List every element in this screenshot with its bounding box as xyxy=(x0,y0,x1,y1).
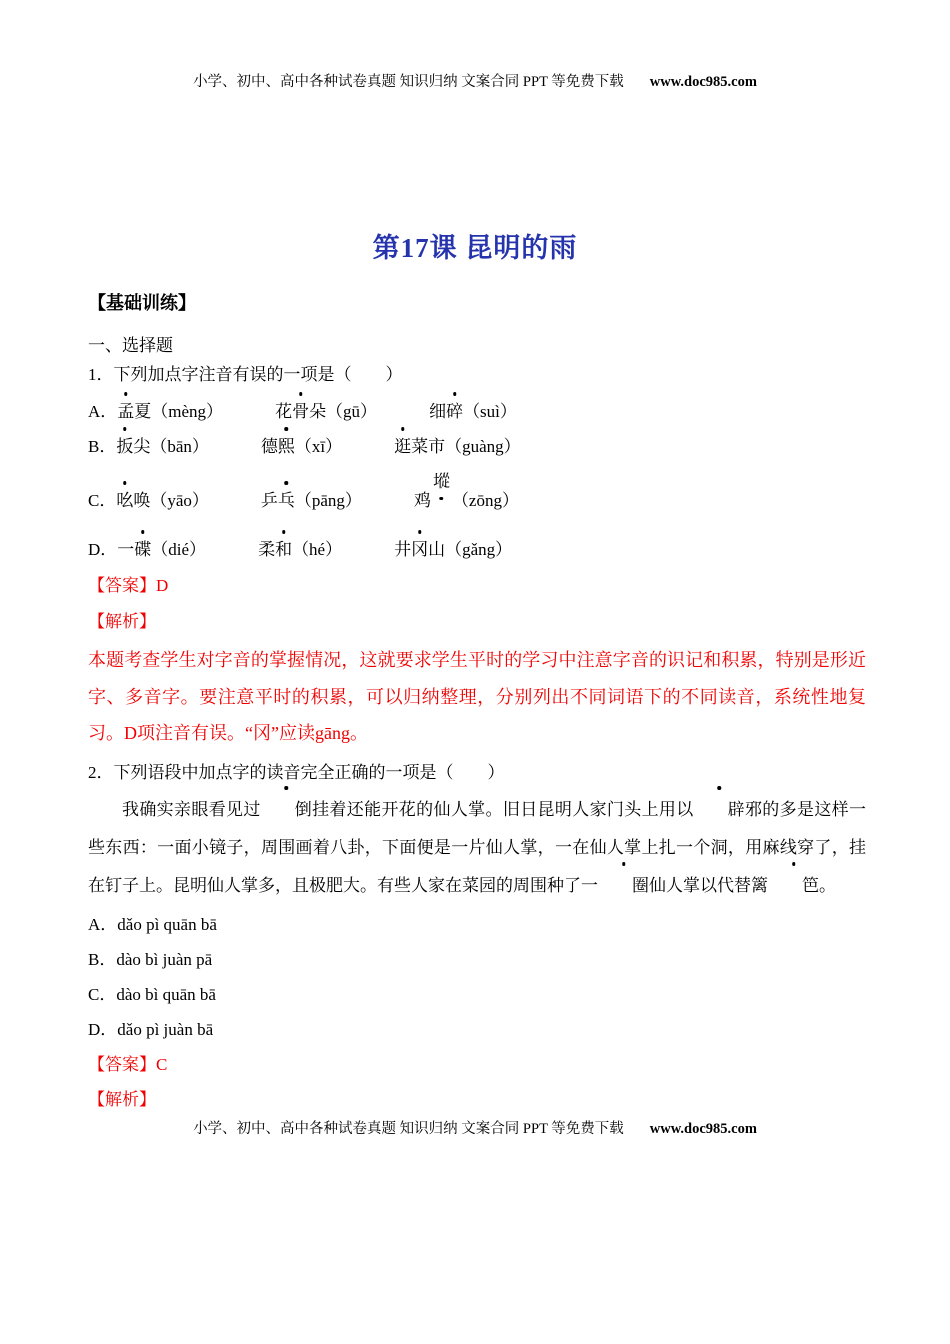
question-1-option-b: B．扳尖（bān） 德熙（xī） 逛菜市（guàng） xyxy=(88,432,521,457)
question-1-stem: 1．下列加点字注音有误的一项是（ ） xyxy=(88,365,403,384)
question-2-option-c: C．dào bì quān bā xyxy=(88,985,216,1004)
section-choice-questions: 一、选择题 xyxy=(88,336,173,355)
question-1-analysis-label xyxy=(88,607,156,632)
answer-label: 【答案】 xyxy=(88,576,156,595)
page-header xyxy=(0,70,950,91)
question-1-option-d: D．一碟（dié） 柔和（hé） 井冈山（gǎng） xyxy=(88,535,512,560)
question-2-passage: 我确实亲眼看见过 倒挂着还能开花的仙人掌。旧日昆明人家门头上用以 辟邪的多是这样一些东西：一面小镜子，周围画着八卦，下面便是一片仙人掌，一在仙人掌上扎一个洞，用麻线穿了，挂在钉子上。昆明仙人掌多，且极肥大。有些人家在菜园的周围种了一 圈仙人掌以代替篱 笆。 xyxy=(88,791,866,905)
question-2-answer: C xyxy=(156,1055,168,1074)
lesson-title: 第17课 昆明的雨 xyxy=(372,233,578,263)
answer-label: 【答案】 xyxy=(88,1055,156,1074)
analysis-label: 【解析】 xyxy=(88,612,156,631)
footer-url-link[interactable]: www.doc985.com xyxy=(649,1121,757,1137)
section-basic-training: 【基础训练】 xyxy=(88,293,196,313)
question-2-option-d: D．dǎo pì juàn bā xyxy=(88,1020,214,1039)
footer-text: 小学、初中、高中各种试卷真题 知识归纳 文案合同 PPT 等免费下载 xyxy=(193,1121,624,1137)
analysis-label: 【解析】 xyxy=(88,1090,156,1109)
header-url-link[interactable]: www.doc985.com xyxy=(649,74,757,90)
question-2-option-b: B．dào bì juàn pā xyxy=(88,950,213,969)
question-1-answer: D xyxy=(156,576,169,595)
page-footer xyxy=(0,1117,950,1138)
question-1-analysis-text: 本题考查学生对字音的掌握情况，这就要求学生平时的学习中注意字音的识记和积累，特别是形近字、多音字。要注意平时的积累，可以归纳整理，分别列出不同词语下的不同读音，系统性地复习。D项注音有误。“冈”应读gāng。 xyxy=(88,650,866,743)
header-text: 小学、初中、高中各种试卷真题 知识归纳 文案合同 PPT 等免费下载 xyxy=(193,74,624,90)
question-2-stem: 2．下列语段中加点字的读音完全正确的一项是（ ） xyxy=(88,763,505,782)
question-2-option-a: A．dǎo pì quān bā xyxy=(88,915,217,934)
question-2-answer-line xyxy=(88,1050,167,1075)
question-2-analysis-label xyxy=(88,1085,156,1110)
question-1-option-a: A．孟夏（mèng） 花骨朵（gū） 细碎（suì） xyxy=(88,397,517,422)
question-1-option-c: C．吆唤（yāo） 乒乓（pāng） 鸡㙡（zōng） xyxy=(88,486,519,511)
question-1-answer-line xyxy=(88,571,168,596)
